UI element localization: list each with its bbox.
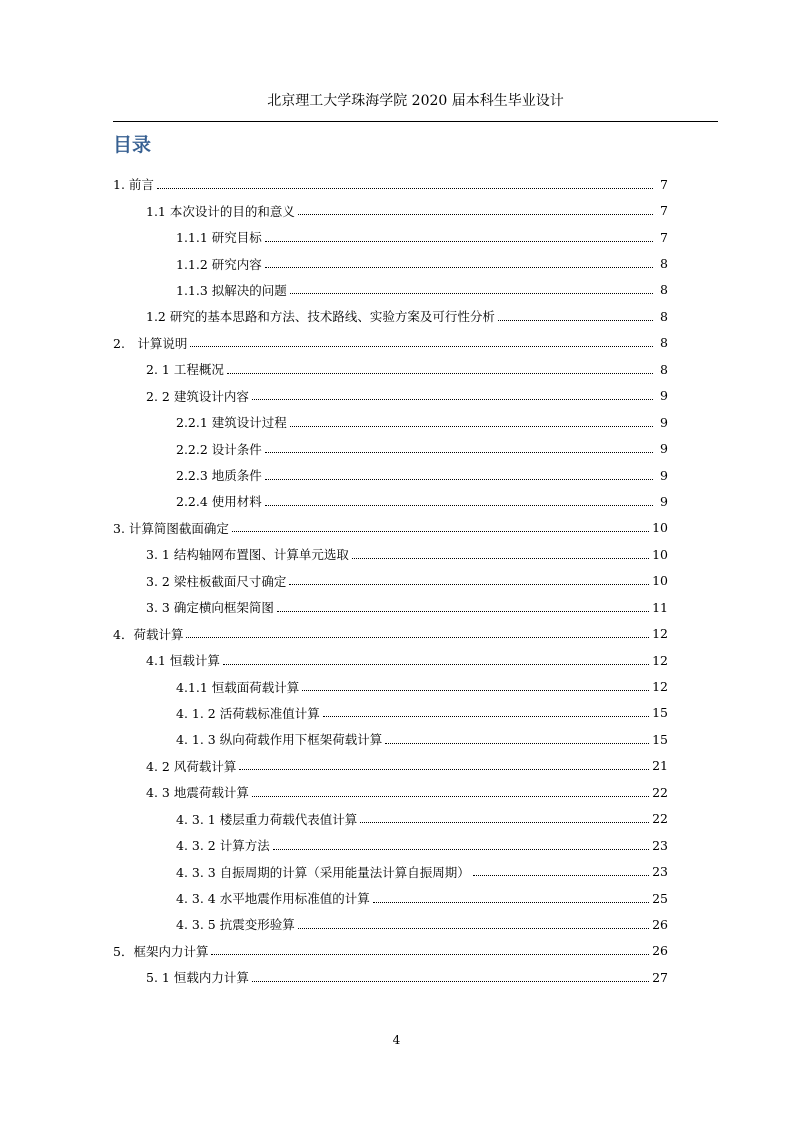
toc-dot-leader: [211, 954, 649, 955]
toc-dot-leader: [157, 188, 653, 189]
toc-entry-page: 8: [660, 335, 668, 351]
toc-entry[interactable]: [113, 594, 668, 620]
toc-dot-leader: [498, 320, 653, 321]
toc-entry-text: 1.1.2 研究内容: [176, 256, 262, 272]
toc-entry-page: 8: [660, 256, 668, 272]
toc-entry-text: 3. 计算简图截面确定: [113, 520, 229, 536]
toc-dot-leader: [323, 716, 649, 717]
toc-dot-leader: [265, 505, 653, 506]
toc-entry-text: 1.2 研究的基本思路和方法、技术路线、实验方案及可行性分析: [146, 309, 495, 325]
toc-dot-leader: [186, 637, 649, 638]
toc-dot-leader: [289, 584, 649, 585]
toc-entry-text: 4.1.1 恒载面荷载计算: [176, 679, 300, 695]
toc-dot-leader: [252, 796, 649, 797]
toc-entry[interactable]: [113, 858, 668, 884]
toc-dot-leader: [252, 981, 649, 982]
toc-entry-text: 4. 3. 1 楼层重力荷载代表值计算: [176, 811, 358, 827]
page-number: 4: [392, 1033, 401, 1047]
toc-entry-page: 12: [652, 679, 668, 695]
toc-entry-page: 8: [660, 282, 668, 298]
toc-entry-page: 11: [652, 599, 668, 615]
toc-entry-text: 5. 1 恒载内力计算: [146, 970, 249, 986]
toc-entry-page: 21: [652, 758, 668, 774]
toc-entry-page: 23: [652, 837, 668, 853]
toc-entry-text: 2.2.1 建筑设计过程: [176, 415, 287, 431]
toc-entry[interactable]: [113, 197, 668, 223]
toc-entry-page: 12: [652, 652, 668, 668]
toc-dot-leader: [290, 293, 653, 294]
toc-dot-leader: [298, 214, 653, 215]
toc-dot-leader: [232, 531, 649, 532]
toc-entry[interactable]: [113, 964, 668, 990]
toc-entry-text: 4. 3. 5 抗震变形验算: [176, 917, 295, 933]
toc-entry[interactable]: [113, 224, 668, 250]
toc-entry[interactable]: [113, 515, 668, 541]
toc-entry[interactable]: [113, 462, 668, 488]
toc-entry-page: 15: [652, 705, 668, 721]
table-of-contents: [113, 171, 668, 991]
toc-entry-page: 10: [652, 546, 668, 562]
running-header: 北京理工大学珠海学院 2020 届本科生毕业设计: [267, 93, 564, 109]
toc-entry-page: 22: [652, 784, 668, 800]
toc-entry[interactable]: [113, 911, 668, 937]
toc-entry-text: 4. 3. 2 计算方法: [176, 838, 270, 854]
toc-entry-page: 9: [660, 467, 668, 483]
toc-entry-text: 2.2.3 地质条件: [176, 468, 262, 484]
toc-dot-leader: [373, 902, 649, 903]
toc-entry-text: 4．荷载计算: [113, 626, 184, 642]
toc-entry-text: 2. 2 建筑设计内容: [146, 388, 249, 404]
toc-entry-text: 3. 3 确定横向框架简图: [146, 600, 274, 616]
toc-entry-text: 4. 1. 2 活荷载标准值计算: [176, 705, 320, 721]
toc-entry[interactable]: [113, 647, 668, 673]
toc-entry-text: 1. 前言: [113, 177, 154, 193]
toc-entry[interactable]: [113, 356, 668, 382]
toc-entry-text: 2.2.2 设计条件: [176, 441, 262, 457]
toc-entry[interactable]: [113, 568, 668, 594]
toc-entry[interactable]: [113, 277, 668, 303]
toc-dot-leader: [265, 241, 653, 242]
toc-dot-leader: [360, 822, 649, 823]
toc-entry-page: 9: [660, 388, 668, 404]
toc-entry-page: 25: [652, 890, 668, 906]
toc-dot-leader: [298, 928, 649, 929]
toc-dot-leader: [273, 849, 649, 850]
toc-entry-page: 10: [652, 573, 668, 589]
toc-entry-text: 4. 2 风荷载计算: [146, 758, 237, 774]
toc-entry[interactable]: [113, 488, 668, 514]
toc-entry-page: 26: [652, 943, 668, 959]
toc-entry-text: 3. 2 梁柱板截面尺寸确定: [146, 573, 287, 589]
toc-entry[interactable]: [113, 383, 668, 409]
toc-entry-text: 4. 3. 3 自振周期的计算（采用能量法计算自振周期）: [176, 864, 470, 880]
toc-entry[interactable]: [113, 409, 668, 435]
toc-entry[interactable]: [113, 938, 668, 964]
toc-entry-page: 23: [652, 864, 668, 880]
toc-dot-leader: [302, 690, 649, 691]
toc-title: 目录: [113, 134, 152, 156]
toc-entry-page: 8: [660, 308, 668, 324]
toc-entry[interactable]: [113, 753, 668, 779]
toc-entry-page: 26: [652, 916, 668, 932]
toc-entry-page: 9: [660, 414, 668, 430]
toc-entry[interactable]: [113, 541, 668, 567]
toc-entry[interactable]: [113, 885, 668, 911]
toc-dot-leader: [239, 769, 649, 770]
toc-entry-page: 9: [660, 441, 668, 457]
toc-entry[interactable]: [113, 303, 668, 329]
toc-entry-page: 27: [652, 969, 668, 985]
toc-entry[interactable]: [113, 832, 668, 858]
toc-entry[interactable]: [113, 435, 668, 461]
toc-entry-text: 3. 1 结构轴网布置图、计算单元选取: [146, 547, 349, 563]
toc-entry-text: 4.1 恒载计算: [146, 653, 220, 669]
toc-dot-leader: [223, 664, 649, 665]
toc-dot-leader: [385, 743, 649, 744]
toc-entry-text: 4. 1. 3 纵向荷载作用下框架荷载计算: [176, 732, 383, 748]
toc-entry-page: 22: [652, 811, 668, 827]
toc-entry[interactable]: [113, 330, 668, 356]
toc-entry[interactable]: [113, 673, 668, 699]
toc-entry[interactable]: [113, 779, 668, 805]
toc-dot-leader: [265, 267, 653, 268]
toc-entry-page: 8: [660, 361, 668, 377]
header-rule: [113, 121, 718, 122]
toc-entry-text: 2. 1 工程概况: [146, 362, 224, 378]
toc-entry-text: 2. 计算说明: [113, 335, 188, 351]
toc-entry[interactable]: [113, 726, 668, 752]
toc-entry-page: 9: [660, 493, 668, 509]
toc-entry[interactable]: [113, 806, 668, 832]
toc-entry-page: 7: [660, 203, 668, 219]
toc-dot-leader: [473, 875, 649, 876]
toc-dot-leader: [290, 426, 653, 427]
toc-dot-leader: [190, 346, 653, 347]
toc-entry[interactable]: [113, 250, 668, 276]
toc-entry[interactable]: [113, 620, 668, 646]
toc-entry-text: 1.1.3 拟解决的问题: [176, 282, 287, 298]
toc-entry-text: 1.1.1 研究目标: [176, 230, 262, 246]
toc-entry-text: 1.1 本次设计的目的和意义: [146, 203, 295, 219]
toc-entry[interactable]: [113, 171, 668, 197]
toc-entry-text: 4. 3 地震荷载计算: [146, 785, 249, 801]
toc-dot-leader: [352, 558, 649, 559]
toc-entry-text: 5．框架内力计算: [113, 943, 209, 959]
toc-entry-page: 15: [652, 731, 668, 747]
toc-entry-page: 10: [652, 520, 668, 536]
toc-dot-leader: [227, 373, 653, 374]
toc-entry-text: 2.2.4 使用材料: [176, 494, 262, 510]
toc-dot-leader: [277, 611, 649, 612]
toc-dot-leader: [265, 452, 653, 453]
toc-entry[interactable]: [113, 700, 668, 726]
toc-entry-page: 7: [660, 176, 668, 192]
toc-entry-text: 4. 3. 4 水平地震作用标准值的计算: [176, 891, 370, 907]
toc-entry-page: 7: [660, 229, 668, 245]
toc-dot-leader: [265, 479, 653, 480]
toc-entry-page: 12: [652, 626, 668, 642]
toc-dot-leader: [252, 399, 653, 400]
